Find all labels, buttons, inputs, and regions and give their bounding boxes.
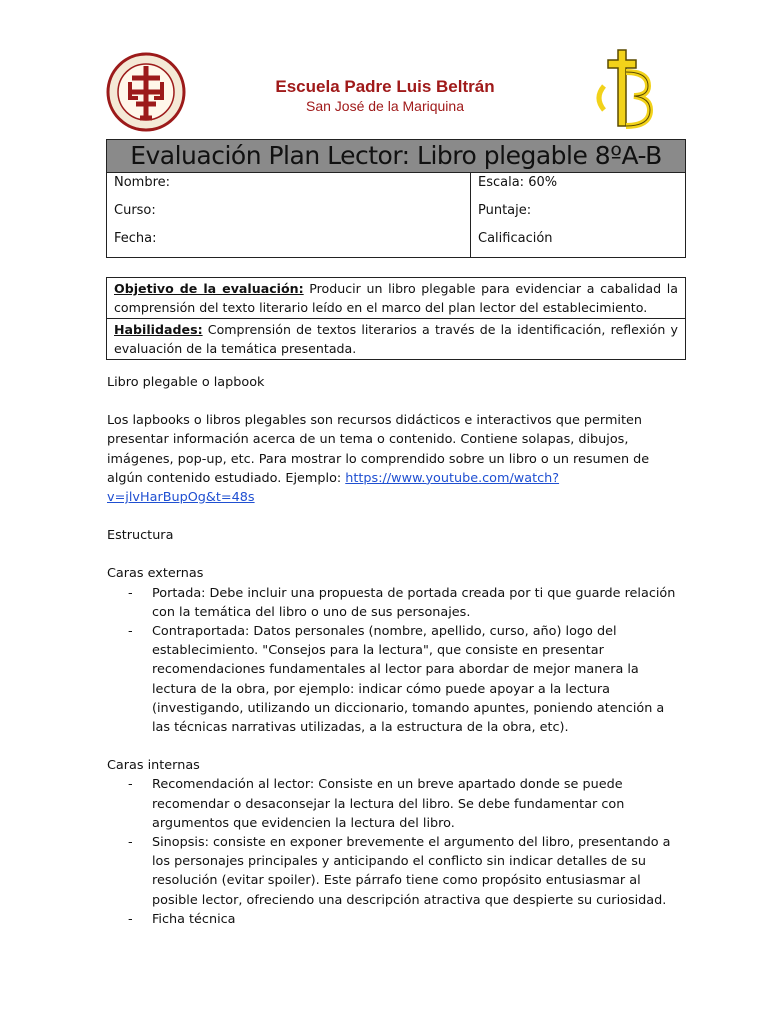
scale-field: Escala: 60%: [478, 175, 558, 190]
date-field: Fecha:: [114, 231, 157, 246]
name-field: Nombre:: [114, 175, 171, 190]
structure-heading: Estructura: [107, 528, 174, 544]
section-heading: Libro plegable o lapbook: [107, 375, 265, 390]
external-faces-list: [107, 584, 677, 738]
external-faces-heading: Caras externas: [107, 566, 204, 582]
skills-text: Comprensión de textos literarios a través de la identificación, reflexión y evaluación de la temática presentada.: [114, 322, 678, 356]
example-video-link[interactable]: https://www.youtube.com/watch?v=jlvHarBupOg&t=48s: [107, 470, 560, 506]
list-item: - Contraportada: Datos personales (nombre, apellido, curso, año) logo del establecimiento. "Consejos para la lectura", que consiste en presentar recomendaciones fundamentales al lector para abordar de mejor manera la lectura de la obra, por ejemplo: indicar cómo puede apoyar a la lectura (investigando, utilizando un diccionario, tomando apuntes, poniendo atención a las técnicas narrativas utilizadas, a la estructura de la obra, etc).: [107, 622, 677, 737]
objective-table: [106, 277, 686, 360]
objective-cell: [107, 278, 686, 319]
objective-label: Objetivo de la evaluación:: [114, 281, 304, 296]
objective-text: Producir un libro plegable para evidenciar a cabalidad la comprensión del texto literario leído en el marco del plan lector del establecimiento.: [114, 281, 678, 315]
score-field: Puntaje:: [478, 203, 532, 218]
grade-field: Calificación: [478, 231, 553, 246]
list-item: - Portada: Debe incluir una propuesta de portada creada por ti que guarde relación con la temática del libro o uno de sus personajes.: [107, 584, 677, 622]
course-field: Curso:: [114, 203, 156, 218]
document-body: [107, 373, 677, 929]
grading-info-cell: [471, 173, 686, 258]
internal-faces-heading: Caras internas: [107, 758, 200, 774]
evaluation-header-table: [106, 139, 686, 258]
school-place: San José de la Mariquina: [306, 98, 464, 114]
intro-text: Los lapbooks o libros plegables son recursos didácticos e interactivos que permiten presentar información acerca de un tema o contenido. Contiene solapas, dibujos, imágenes, pop-up, etc. Para mostrar lo comprendido sobre un libro o un resumen de algún contenido estudiado. Ejemplo:: [107, 413, 650, 486]
skills-cell: [107, 319, 686, 360]
school-cross-logo: [590, 46, 654, 132]
skills-label: Habilidades:: [114, 322, 203, 337]
list-item: - Ficha técnica: [107, 910, 677, 929]
foundation-seal-logo: [106, 52, 186, 132]
intro-paragraph: [107, 411, 677, 507]
student-info-cell: [107, 173, 471, 258]
evaluation-title: Evaluación Plan Lector: Libro plegable 8ºA-B: [107, 140, 686, 173]
list-item: - Recomendación al lector: Consiste en un breve apartado donde se puede recomendar o desaconsejar la lectura del libro. Se debe fundamentar con argumentos que evidencien la lectura del libro.: [107, 775, 677, 833]
school-name: Escuela Padre Luis Beltrán: [275, 77, 495, 96]
list-item: - Sinopsis: consiste en exponer brevemente el argumento del libro, presentando a los personajes principales y anticipando el conflicto sin indicar detalles de su resolución (evitar spoiler). Este párrafo tiene como propósito entusiasmar al posible lector, ofreciendo una descripción atractiva que despierte su curiosidad.: [107, 833, 677, 910]
internal-faces-list: [107, 775, 677, 929]
